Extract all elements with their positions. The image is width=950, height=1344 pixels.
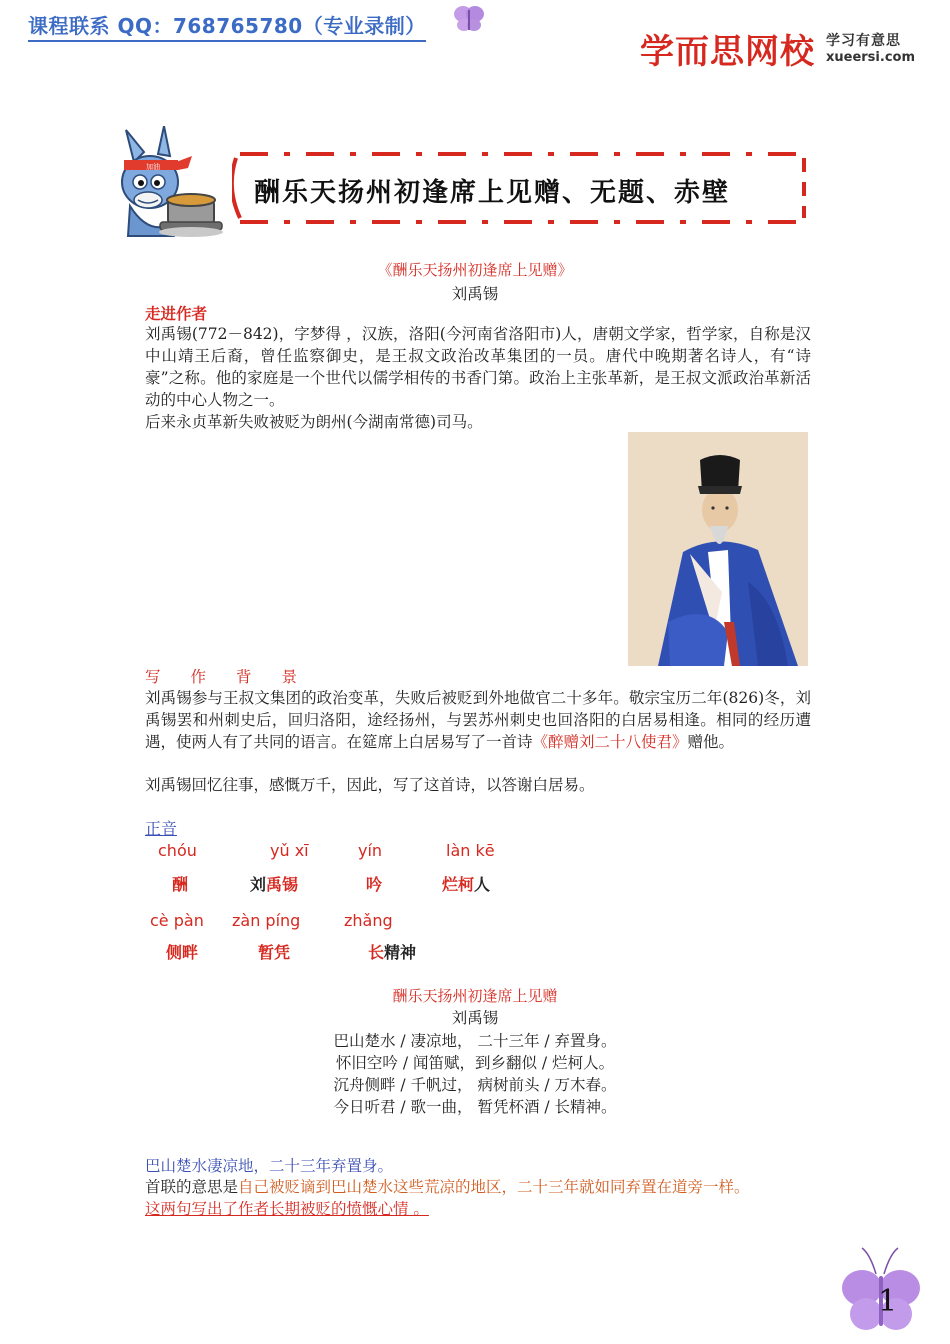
section-heading-background: 写作背景 bbox=[145, 668, 328, 686]
analysis-quote: 巴山楚水凄凉地，二十三年弃置身。 bbox=[145, 1157, 394, 1175]
author-portrait-image bbox=[628, 432, 808, 666]
poem-full-author: 刘禹锡 bbox=[451, 1009, 499, 1027]
analysis-prefix: 首联的意思是 bbox=[145, 1178, 239, 1196]
background-paragraph bbox=[145, 687, 811, 753]
section-heading-author: 走进作者 bbox=[145, 305, 208, 323]
section-heading-pronunciation: 正音 bbox=[145, 819, 178, 838]
hanzi: 吟 bbox=[366, 875, 383, 894]
pinyin: yín bbox=[358, 841, 383, 860]
analysis-meaning: 自己被贬谪到巴山楚水这些荒凉的地区，二十三年就如同弃置在道旁一样。 bbox=[238, 1178, 750, 1196]
author-bio: 刘禹锡(772－842)，字梦得 ，汉族，洛阳(今河南省洛阳市)人，唐朝文学家，哲学家，自称是汉中山靖王后裔，曾任监察御史，是王叔文政治改革集团的一员。唐代中晚期著名诗人，有“诗豪”之称。他的家庭是一个世代以儒学相传的书香门第。政治上主张革新，是王叔文派政治革新活动的中心人物之一。 bbox=[145, 325, 811, 409]
hanzi: 侧畔 bbox=[166, 943, 199, 962]
brand-logo bbox=[640, 24, 916, 73]
author-bio-2: 后来永贞革新失败被贬为朗州(今湖南常德)司马。 bbox=[145, 413, 483, 431]
butterfly-icon bbox=[452, 4, 486, 34]
analysis-paragraph bbox=[145, 1176, 825, 1220]
pinyin: cè pàn bbox=[150, 911, 204, 930]
poem-line: 怀旧空吟 / 闻笛赋，到乡翻似 / 烂柯人。 bbox=[335, 1054, 615, 1072]
background-text-b: 赠他。 bbox=[687, 733, 735, 751]
poem-line: 巴山楚水 / 凄凉地， 二十三年 / 弃置身。 bbox=[333, 1032, 617, 1050]
poem-full-title: 酬乐天扬州初逢席上见赠 bbox=[392, 987, 558, 1005]
contact-line: 课程联系 QQ：768765780（专业录制） bbox=[28, 10, 426, 42]
pinyin: zàn píng bbox=[232, 911, 301, 930]
referenced-poem: 《醉赠刘二十八使君》 bbox=[532, 733, 688, 751]
page-title: 酬乐天扬州初逢席上见赠、无题、赤壁 bbox=[254, 178, 731, 208]
poem-author: 刘禹锡 bbox=[451, 285, 499, 303]
donkey-mascot-icon bbox=[116, 126, 232, 238]
hanzi: 长精神 bbox=[368, 943, 417, 962]
brand-name: 学而思网校 bbox=[640, 32, 815, 72]
pinyin: zhǎng bbox=[344, 911, 393, 930]
headband-text: 加油 bbox=[146, 163, 160, 171]
hanzi: 酬 bbox=[172, 875, 189, 894]
hanzi: 刘禹锡 bbox=[250, 875, 299, 894]
page-number: 1 bbox=[878, 1284, 898, 1319]
hanzi: 烂柯人 bbox=[442, 875, 491, 894]
poem-line: 今日听君 / 歌一曲， 暂凭杯酒 / 长精神。 bbox=[333, 1098, 617, 1116]
pinyin: làn kē bbox=[446, 841, 495, 860]
background-text-a: 刘禹锡参与王叔文集团的政治变革，失败后被贬到外地做官二十多年。敬宗宝历二年(826)冬，刘禹锡罢和州刺史后，回归洛阳，途经扬州，与罢苏州刺史也回洛阳的白居易相逢。相同的经历遭遇，使两人有了共同的语言。在筵席上白居易写了一首诗 bbox=[145, 689, 811, 751]
pinyin: chóu bbox=[158, 841, 197, 860]
pinyin: yǔ xī bbox=[270, 841, 309, 860]
analysis-conclusion: 这两句写出了作者长期被贬的愤慨心情 。 bbox=[145, 1200, 429, 1218]
poem-title: 《酬乐天扬州初逢席上见赠》 bbox=[377, 261, 573, 279]
brand-site: xueersi.com bbox=[826, 50, 916, 65]
background-paragraph-2: 刘禹锡回忆往事，感慨万千，因此，写了这首诗，以答谢白居易。 bbox=[145, 776, 595, 794]
brand-slogan: 学习有意思 bbox=[826, 33, 901, 49]
hanzi: 暂凭 bbox=[258, 943, 291, 962]
poem-line: 沉舟侧畔 / 千帆过， 病树前头 / 万木春。 bbox=[333, 1076, 617, 1094]
